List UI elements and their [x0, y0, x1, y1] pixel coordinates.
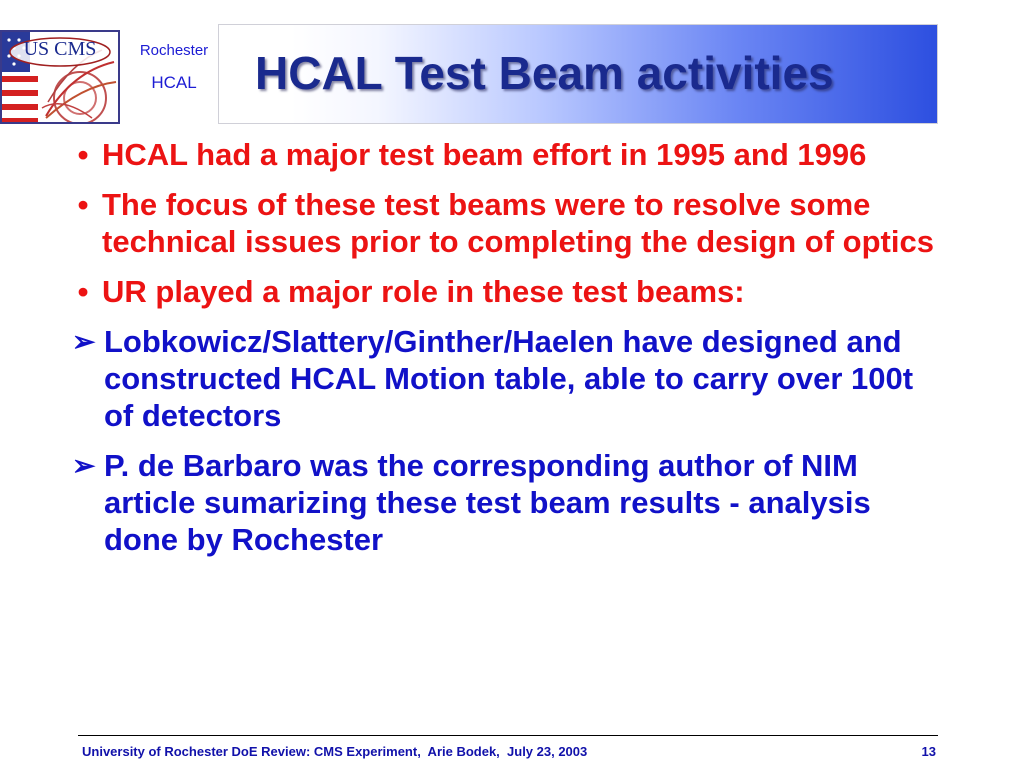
institution-name: Rochester: [139, 42, 209, 59]
bullet-list: [64, 136, 944, 571]
bullet-item: [64, 273, 944, 310]
sub-bullet-item: [64, 447, 944, 558]
arrow-bullet-icon: ➢: [72, 450, 96, 481]
us-cms-logo: [0, 30, 120, 124]
bullet-text: P. de Barbaro was the corresponding author of NIM article sumarizing these test beam results - analysis done by Rochester: [104, 448, 871, 557]
arrow-bullet-icon: ➢: [72, 326, 96, 357]
logo-text: US CMS: [23, 38, 97, 60]
footer-divider: [78, 735, 938, 736]
institution-group: HCAL: [151, 73, 197, 92]
page-number: 13: [921, 744, 936, 759]
bullet-dot-icon: •: [77, 187, 89, 222]
footer-citation: University of Rochester DoE Review: CMS Experiment, Arie Bodek, July 23, 2003: [82, 744, 588, 759]
bullet-text: Lobkowicz/Slattery/Ginther/Haelen have designed and constructed HCAL Motion table, able to carry over 100t of detectors: [104, 324, 914, 433]
institution-label: [126, 42, 222, 92]
bullet-text: UR played a major role in these test beams:: [102, 274, 745, 309]
sub-bullet-item: [64, 323, 944, 434]
bullet-dot-icon: •: [77, 137, 89, 172]
title-banner: [218, 24, 938, 124]
slide-title: HCAL Test Beam activities: [255, 47, 834, 99]
bullet-item: [64, 186, 944, 260]
bullet-item: [64, 136, 944, 173]
bullet-dot-icon: •: [77, 274, 89, 309]
bullet-text: The focus of these test beams were to resolve some technical issues prior to completing the design of optics: [102, 187, 934, 259]
bullet-text: HCAL had a major test beam effort in 1995 and 1996: [102, 137, 867, 172]
